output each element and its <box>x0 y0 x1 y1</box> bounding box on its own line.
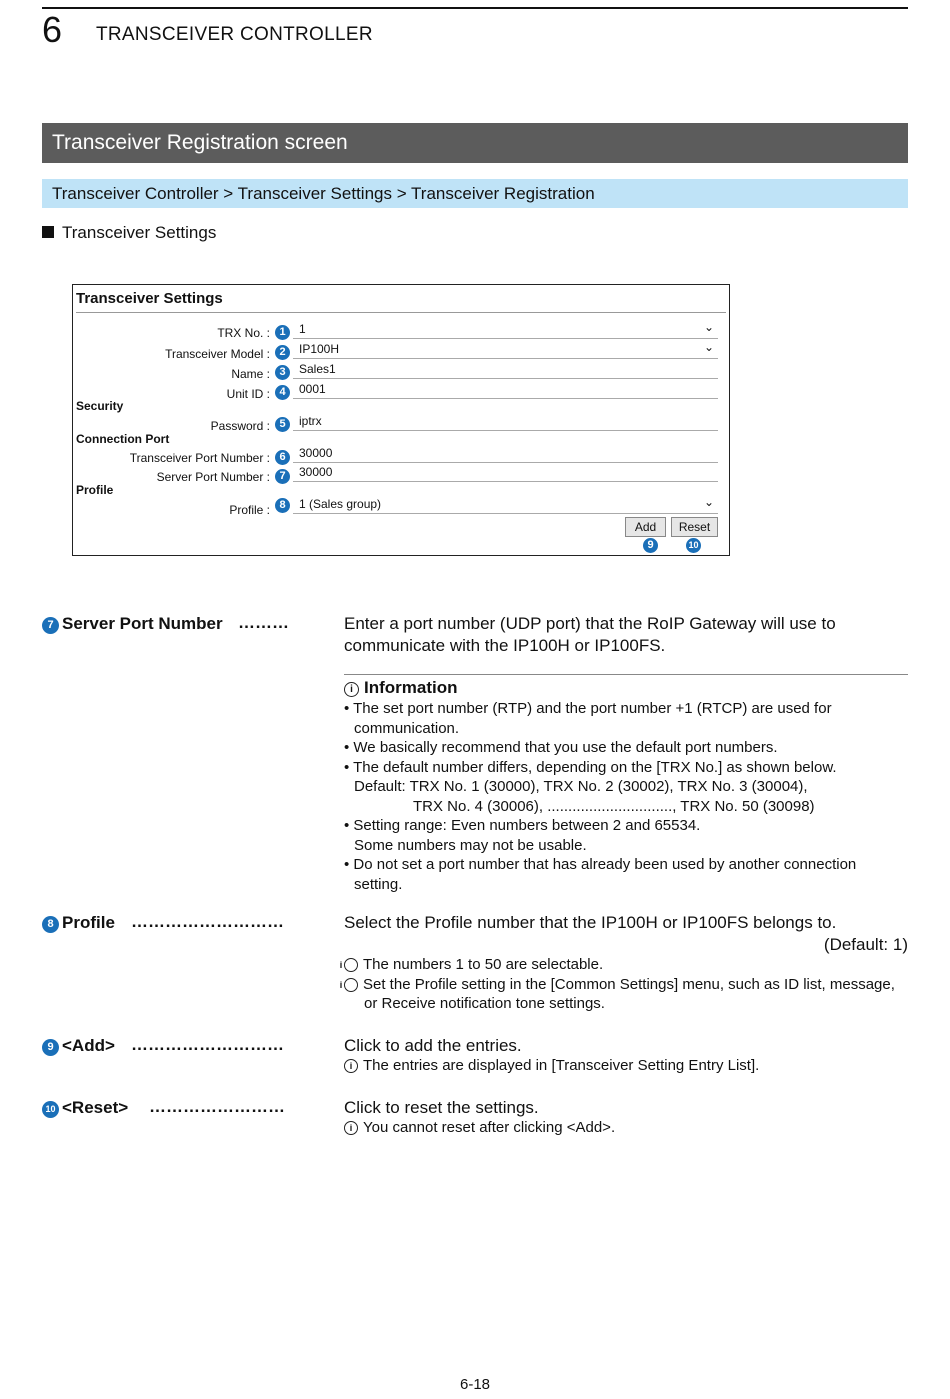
item-server-port-title: Server Port Number <box>62 614 223 633</box>
password-label: Password : <box>210 419 270 433</box>
chapter-title: TRANSCEIVER CONTROLLER <box>96 24 373 45</box>
section-title: Transceiver Registration screen <box>42 123 908 163</box>
reset-desc: Click to reset the settings. <box>344 1098 539 1117</box>
server-port-input[interactable] <box>293 465 718 482</box>
note-text: The entries are displayed in [Transceiver Setting Entry List]. <box>363 1057 760 1074</box>
reset-button[interactable]: Reset <box>671 517 718 537</box>
badge-8-desc: 8 <box>42 916 59 933</box>
note-text: You cannot reset after clicking <Add>. <box>363 1119 616 1136</box>
info-default-line: TRX No. 4 (30006), .............................., TRX No. 50 (30098) <box>413 797 815 815</box>
info-icon: i <box>344 1121 358 1135</box>
note-text: The numbers 1 to 50 are selectable. <box>363 956 604 973</box>
item-add-title: <Add> <box>62 1036 115 1055</box>
add-note <box>344 1056 908 1076</box>
info-bullet: • Do not set a port number that has already been used by another connection setting. <box>344 856 857 893</box>
add-desc: Click to add the entries. <box>344 1036 522 1055</box>
badge-1: 1 <box>275 325 290 340</box>
profile-desc: Select the Profile number that the IP100H or IP100FS belongs to. <box>344 913 837 932</box>
item-profile-label <box>42 912 115 934</box>
info-list <box>344 699 908 894</box>
trx-no-label: TRX No. : <box>217 326 270 340</box>
item-reset-label <box>42 1097 128 1119</box>
transceiver-model-label: Transceiver Model : <box>165 347 270 361</box>
badge-8: 8 <box>275 498 290 513</box>
square-bullet-icon <box>42 226 54 238</box>
info-icon: i <box>344 682 359 697</box>
note-line <box>339 975 908 1014</box>
info-title: Information <box>364 678 458 697</box>
badge-4: 4 <box>275 385 290 400</box>
badge-10: 10 <box>686 538 701 553</box>
name-label: Name : <box>231 367 270 381</box>
group-connection-port: Connection Port <box>76 432 170 446</box>
server-port-desc: Enter a port number (UDP port) that the RoIP Gateway will use to communicate with the IP100H or IP100FS. <box>344 614 836 655</box>
profile-value: 1 (Sales group) <box>299 497 382 511</box>
info-bullet: • We basically recommend that you use the default port numbers. <box>344 739 778 756</box>
badge-3: 3 <box>275 365 290 380</box>
chevron-down-icon: ⌄ <box>703 320 714 334</box>
name-input[interactable] <box>293 362 718 379</box>
transceiver-port-input[interactable] <box>293 446 718 463</box>
name-value: Sales1 <box>299 362 336 376</box>
badge-7: 7 <box>275 469 290 484</box>
screen-title-rule <box>76 312 726 313</box>
badge-10-desc: 10 <box>42 1101 59 1118</box>
unit-id-value: 0001 <box>299 382 326 396</box>
profile-select[interactable] <box>293 497 718 514</box>
badge-2: 2 <box>275 345 290 360</box>
item-reset-title: <Reset> <box>62 1098 129 1117</box>
badge-6: 6 <box>275 450 290 465</box>
profile-label: Profile : <box>229 503 270 517</box>
profile-default: (Default: 1) <box>823 935 908 954</box>
badge-5: 5 <box>275 417 290 432</box>
unit-id-label: Unit ID : <box>226 387 270 401</box>
password-input[interactable] <box>293 414 718 431</box>
info-bullet: • The set port number (RTP) and the port number +1 (RTCP) are used for communication. <box>344 700 832 737</box>
transceiver-port-value: 30000 <box>299 446 333 460</box>
unit-id-input[interactable] <box>293 382 718 399</box>
info-bullet: • The default number differs, depending on the [TRX No.] as shown below. <box>344 758 837 776</box>
chevron-down-icon: ⌄ <box>703 340 714 354</box>
reset-note <box>344 1118 908 1138</box>
leader-dots: ……………………… <box>131 912 284 931</box>
badge-9: 9 <box>643 538 658 553</box>
profile-notes <box>339 955 908 1014</box>
leader-dots: ……………………… <box>131 1035 284 1054</box>
item-add-label <box>42 1035 115 1057</box>
trx-no-value: 1 <box>299 322 306 336</box>
trx-no-select[interactable] <box>293 322 718 339</box>
leader-dots: ……… <box>238 613 289 632</box>
info-bullet: • Setting range: Even numbers between 2 and 65534. <box>344 817 701 834</box>
info-icon: i <box>344 1059 358 1073</box>
chapter-number: 6 <box>42 9 63 50</box>
info-icon: i <box>344 978 358 992</box>
transceiver-port-label: Transceiver Port Number : <box>129 451 270 465</box>
badge-9-desc: 9 <box>42 1039 59 1056</box>
server-port-label: Server Port Number : <box>156 470 270 484</box>
info-line: Some numbers may not be usable. <box>354 836 587 854</box>
badge-7-desc: 7 <box>42 617 59 634</box>
transceiver-model-value: IP100H <box>299 342 340 356</box>
add-button[interactable]: Add <box>625 517 666 537</box>
breadcrumb: Transceiver Controller > Transceiver Settings > Transceiver Registration <box>42 179 908 208</box>
info-default-line: Default: TRX No. 1 (30000), TRX No. 2 (30002), TRX No. 3 (30004), <box>354 778 808 795</box>
info-heading <box>344 677 458 699</box>
transceiver-model-select[interactable] <box>293 342 718 359</box>
subheading-text: Transceiver Settings <box>62 223 217 242</box>
top-rule <box>42 7 908 9</box>
item-profile-title: Profile <box>62 913 115 932</box>
note-text: Set the Profile setting in the [Common Settings] menu, such as ID list, message, or Receive notification tone settings. <box>363 975 895 1012</box>
note-line <box>339 955 908 975</box>
info-rule <box>344 674 908 675</box>
subheading <box>42 222 216 244</box>
screen-title: Transceiver Settings <box>76 290 223 307</box>
password-value: iptrx <box>299 414 322 428</box>
chevron-down-icon: ⌄ <box>703 495 714 509</box>
group-security: Security <box>76 399 124 413</box>
item-server-port-label <box>42 613 223 635</box>
info-icon: i <box>344 958 358 972</box>
group-profile: Profile <box>76 483 114 497</box>
server-port-value: 30000 <box>299 465 333 479</box>
leader-dots: …………………… <box>149 1097 285 1116</box>
page-number: 6-18 <box>459 1376 491 1393</box>
